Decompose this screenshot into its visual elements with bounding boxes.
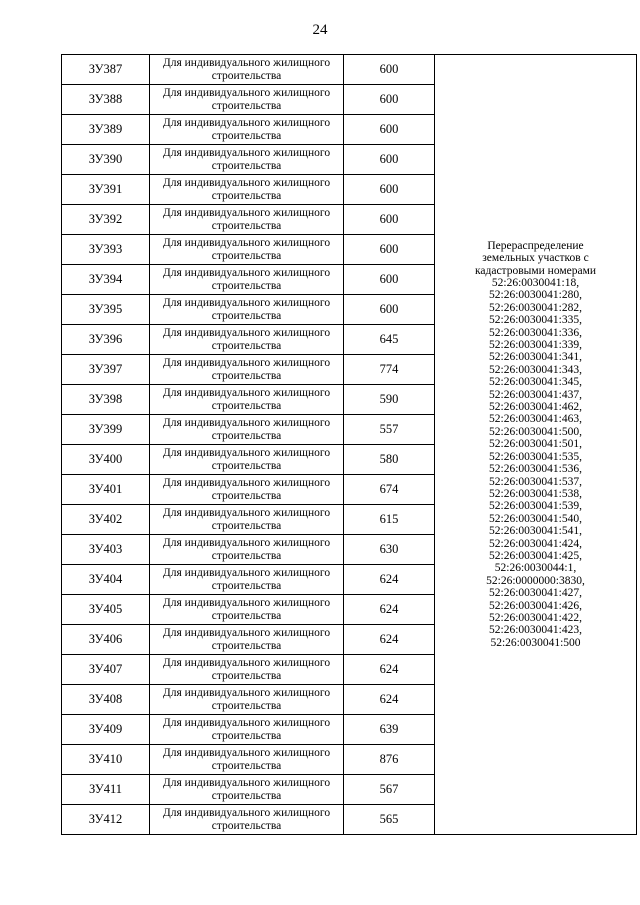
area-cell: 774	[344, 355, 435, 385]
purpose-cell: Для индивидуального жилищного строительства	[150, 805, 344, 835]
plot-id-cell: ЗУ400	[62, 445, 150, 475]
note-line: 52:26:0030041:437,	[489, 388, 582, 401]
area-cell: 600	[344, 85, 435, 115]
plot-id-cell: ЗУ387	[62, 55, 150, 85]
area-cell: 600	[344, 235, 435, 265]
plot-id-cell: ЗУ396	[62, 325, 150, 355]
area-cell: 565	[344, 805, 435, 835]
area-cell: 600	[344, 115, 435, 145]
note-line: 52:26:0030041:424,	[489, 537, 582, 550]
area-cell: 630	[344, 535, 435, 565]
purpose-cell: Для индивидуального жилищного строительства	[150, 685, 344, 715]
area-cell: 624	[344, 655, 435, 685]
note-line: 52:26:0030041:422,	[489, 611, 582, 624]
redistribution-note-cell	[435, 55, 637, 835]
purpose-cell: Для индивидуального жилищного строительства	[150, 385, 344, 415]
purpose-cell: Для индивидуального жилищного строительства	[150, 775, 344, 805]
note-line: 52:26:0030041:336,	[489, 326, 582, 339]
note-line: 52:26:0030041:538,	[489, 487, 582, 500]
plot-id-cell: ЗУ388	[62, 85, 150, 115]
area-cell: 645	[344, 325, 435, 355]
plot-id-cell: ЗУ410	[62, 745, 150, 775]
note-line: 52:26:0030041:536,	[489, 463, 582, 476]
area-cell: 600	[344, 205, 435, 235]
area-cell: 557	[344, 415, 435, 445]
area-cell: 624	[344, 625, 435, 655]
note-line: 52:26:0030041:541,	[489, 525, 582, 538]
area-cell: 876	[344, 745, 435, 775]
note-line: 52:26:0030041:500,	[489, 425, 582, 438]
plot-id-cell: ЗУ398	[62, 385, 150, 415]
area-cell: 624	[344, 565, 435, 595]
plot-id-cell: ЗУ389	[62, 115, 150, 145]
purpose-cell: Для индивидуального жилищного строительства	[150, 415, 344, 445]
purpose-cell: Для индивидуального жилищного строительства	[150, 115, 344, 145]
purpose-cell: Для индивидуального жилищного строительства	[150, 55, 344, 85]
note-line: 52:26:0030041:426,	[489, 599, 582, 612]
plot-id-cell: ЗУ402	[62, 505, 150, 535]
plot-id-cell: ЗУ401	[62, 475, 150, 505]
note-line: 52:26:0030041:425,	[489, 549, 582, 562]
purpose-cell: Для индивидуального жилищного строительства	[150, 85, 344, 115]
purpose-cell: Для индивидуального жилищного строительства	[150, 505, 344, 535]
area-cell: 600	[344, 55, 435, 85]
purpose-cell: Для индивидуального жилищного строительства	[150, 475, 344, 505]
note-line: 52:26:0030041:500	[490, 636, 581, 649]
plot-id-cell: ЗУ406	[62, 625, 150, 655]
purpose-cell: Для индивидуального жилищного строительства	[150, 625, 344, 655]
area-cell: 615	[344, 505, 435, 535]
area-cell: 639	[344, 715, 435, 745]
area-cell: 600	[344, 175, 435, 205]
note-line: 52:26:0030041:539,	[489, 500, 582, 513]
plot-id-cell: ЗУ407	[62, 655, 150, 685]
purpose-cell: Для индивидуального жилищного строительства	[150, 235, 344, 265]
plot-id-cell: ЗУ412	[62, 805, 150, 835]
area-cell: 624	[344, 685, 435, 715]
plot-id-cell: ЗУ408	[62, 685, 150, 715]
note-line: 52:26:0030041:280,	[489, 289, 582, 302]
note-line: земельных участков с	[482, 252, 589, 265]
purpose-cell: Для индивидуального жилищного строительства	[150, 325, 344, 355]
purpose-cell: Для индивидуального жилищного строительства	[150, 715, 344, 745]
plot-id-cell: ЗУ397	[62, 355, 150, 385]
plot-id-cell: ЗУ404	[62, 565, 150, 595]
purpose-cell: Для индивидуального жилищного строительства	[150, 535, 344, 565]
purpose-cell: Для индивидуального жилищного строительства	[150, 745, 344, 775]
area-cell: 624	[344, 595, 435, 625]
page-number: 24	[312, 22, 328, 38]
plot-id-cell: ЗУ405	[62, 595, 150, 625]
area-cell: 674	[344, 475, 435, 505]
plot-id-cell: ЗУ409	[62, 715, 150, 745]
note-line: 52:26:0030041:540,	[489, 512, 582, 525]
note-line: 52:26:0030041:427,	[489, 587, 582, 600]
note-line: 52:26:0030041:343,	[489, 363, 582, 376]
note-line: 52:26:0030041:345,	[489, 376, 582, 389]
purpose-cell: Для индивидуального жилищного строительства	[150, 295, 344, 325]
note-line: 52:26:0030041:282,	[489, 301, 582, 314]
plot-id-cell: ЗУ390	[62, 145, 150, 175]
note-line: 52:26:0030041:341,	[489, 351, 582, 364]
area-cell: 567	[344, 775, 435, 805]
purpose-cell: Для индивидуального жилищного строительства	[150, 595, 344, 625]
purpose-cell: Для индивидуального жилищного строительства	[150, 175, 344, 205]
note-line: 52:26:0030044:1,	[494, 562, 577, 575]
note-line: Перераспределение	[487, 239, 584, 252]
note-line: 52:26:0030041:335,	[489, 314, 582, 327]
plot-id-cell: ЗУ392	[62, 205, 150, 235]
area-cell: 600	[344, 295, 435, 325]
note-line: кадастровыми номерами	[474, 264, 597, 277]
area-cell: 600	[344, 145, 435, 175]
note-line: 52:26:0030041:423,	[489, 624, 582, 637]
purpose-cell: Для индивидуального жилищного строительства	[150, 565, 344, 595]
plot-id-cell: ЗУ391	[62, 175, 150, 205]
note-line: 52:26:0000000:3830,	[486, 574, 585, 587]
note-line: 52:26:0030041:463,	[489, 413, 582, 426]
plot-id-cell: ЗУ403	[62, 535, 150, 565]
purpose-cell: Для индивидуального жилищного строительства	[150, 355, 344, 385]
note-line: 52:26:0030041:535,	[489, 450, 582, 463]
area-cell: 580	[344, 445, 435, 475]
purpose-cell: Для индивидуального жилищного строительства	[150, 205, 344, 235]
purpose-cell: Для индивидуального жилищного строительства	[150, 445, 344, 475]
plot-id-cell: ЗУ399	[62, 415, 150, 445]
note-line: 52:26:0030041:501,	[489, 438, 582, 451]
area-cell: 590	[344, 385, 435, 415]
land-plots-table	[61, 54, 637, 835]
purpose-cell: Для индивидуального жилищного строительства	[150, 145, 344, 175]
note-line: 52:26:0030041:462,	[489, 401, 582, 414]
plot-id-cell: ЗУ411	[62, 775, 150, 805]
area-cell: 600	[344, 265, 435, 295]
purpose-cell: Для индивидуального жилищного строительства	[150, 265, 344, 295]
plot-id-cell: ЗУ395	[62, 295, 150, 325]
plot-id-cell: ЗУ393	[62, 235, 150, 265]
table-row	[62, 55, 637, 85]
note-line: 52:26:0030041:537,	[489, 475, 582, 488]
note-line: 52:26:0030041:339,	[489, 339, 582, 352]
table-body	[62, 55, 637, 835]
plot-id-cell: ЗУ394	[62, 265, 150, 295]
note-line: 52:26:0030041:18,	[491, 277, 580, 290]
purpose-cell: Для индивидуального жилищного строительства	[150, 655, 344, 685]
